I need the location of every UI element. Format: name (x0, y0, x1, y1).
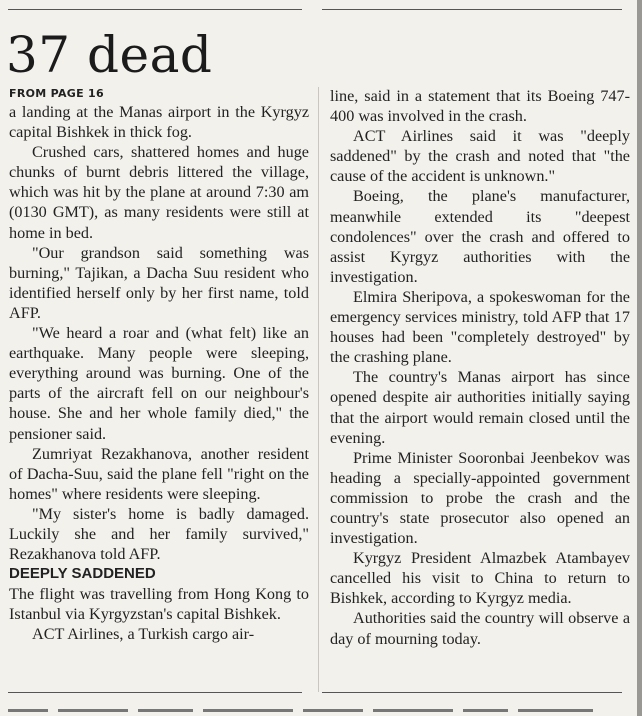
paragraph: a landing at the Manas airport in the Kyrgyz capital Bishkek in thick fog. (9, 103, 309, 142)
paragraph: ACT Airlines said it was "deeply saddened" by the crash and noted that "the cause of the accident is unknown." (330, 127, 630, 186)
paragraph: "We heard a roar and (what felt) like an earthquake. Many people were sleeping, everything around was burning. One of the parts of the aircraft fell on our neighbour's house. She and her whole family died," the pensioner said. (9, 324, 309, 443)
paragraph: The flight was travelling from Hong Kong to Istanbul via Kyrgyzstan's capital Bishkek. (9, 585, 309, 624)
bottom-rule-right (322, 692, 622, 693)
paragraph: "My sister's home is badly damaged. Luckily she and her family survived," Rezakhanova told AFP. (9, 504, 309, 564)
paragraph: The country's Manas airport has since opened despite air authorities initially saying that the airport would remain closed until the evening. (330, 368, 630, 447)
next-article-fragment (8, 709, 634, 716)
paragraph: Elmira Sheripova, a spokeswoman for the emergency services ministry, told AFP that 17 houses had been "completely destroyed" by the crashing plane. (330, 287, 630, 367)
subheading: DEEPLY SADDENED (9, 565, 156, 583)
bottom-rule-left (8, 692, 302, 693)
paragraph: "Our grandson said something was burning," Tajikan, a Dacha Suu resident who identified herself only by her first name, told AFP. (9, 243, 309, 322)
paragraph: Boeing, the plane's manufacturer, meanwhile extended its "deepest condolences" over the crash and offered to assist Kyrgyz authorities with the investigation. (330, 187, 630, 286)
paragraph: line, said in a statement that its Boeing 747-400 was involved in the crash. (330, 87, 630, 126)
article-headline: 37 dead (6, 26, 213, 84)
paragraph: Crushed cars, shattered homes and huge chunks of burnt debris littered the village, which was hit by the plane at around 7:30 am (0130 GMT), as many residents were still at home in bed. (9, 143, 309, 242)
paragraph: Authorities said the country will observe a day of mourning today. (330, 609, 630, 648)
right-column (330, 86, 630, 649)
column-divider (318, 87, 319, 692)
left-column (9, 102, 309, 644)
paragraph: ACT Airlines, a Turkish cargo air- (32, 625, 255, 644)
top-rule-right (322, 9, 622, 10)
continuation-label: FROM PAGE 16 (9, 87, 104, 100)
page-edge (637, 0, 642, 716)
paragraph: Zumriyat Rezakhanova, another resident of Dacha-Suu, said the plane fell "right on the homes" where residents were sleeping. (9, 444, 309, 503)
top-rule-left (8, 9, 302, 10)
paragraph: Kyrgyz President Almazbek Atambayev cancelled his visit to China to return to Bishkek, according to Kyrgyz media. (330, 549, 630, 608)
paragraph: Prime Minister Sooronbai Jeenbekov was heading a specially-appointed government commission to probe the crash and the country's state prosecutor also opened an investigation. (330, 448, 630, 548)
